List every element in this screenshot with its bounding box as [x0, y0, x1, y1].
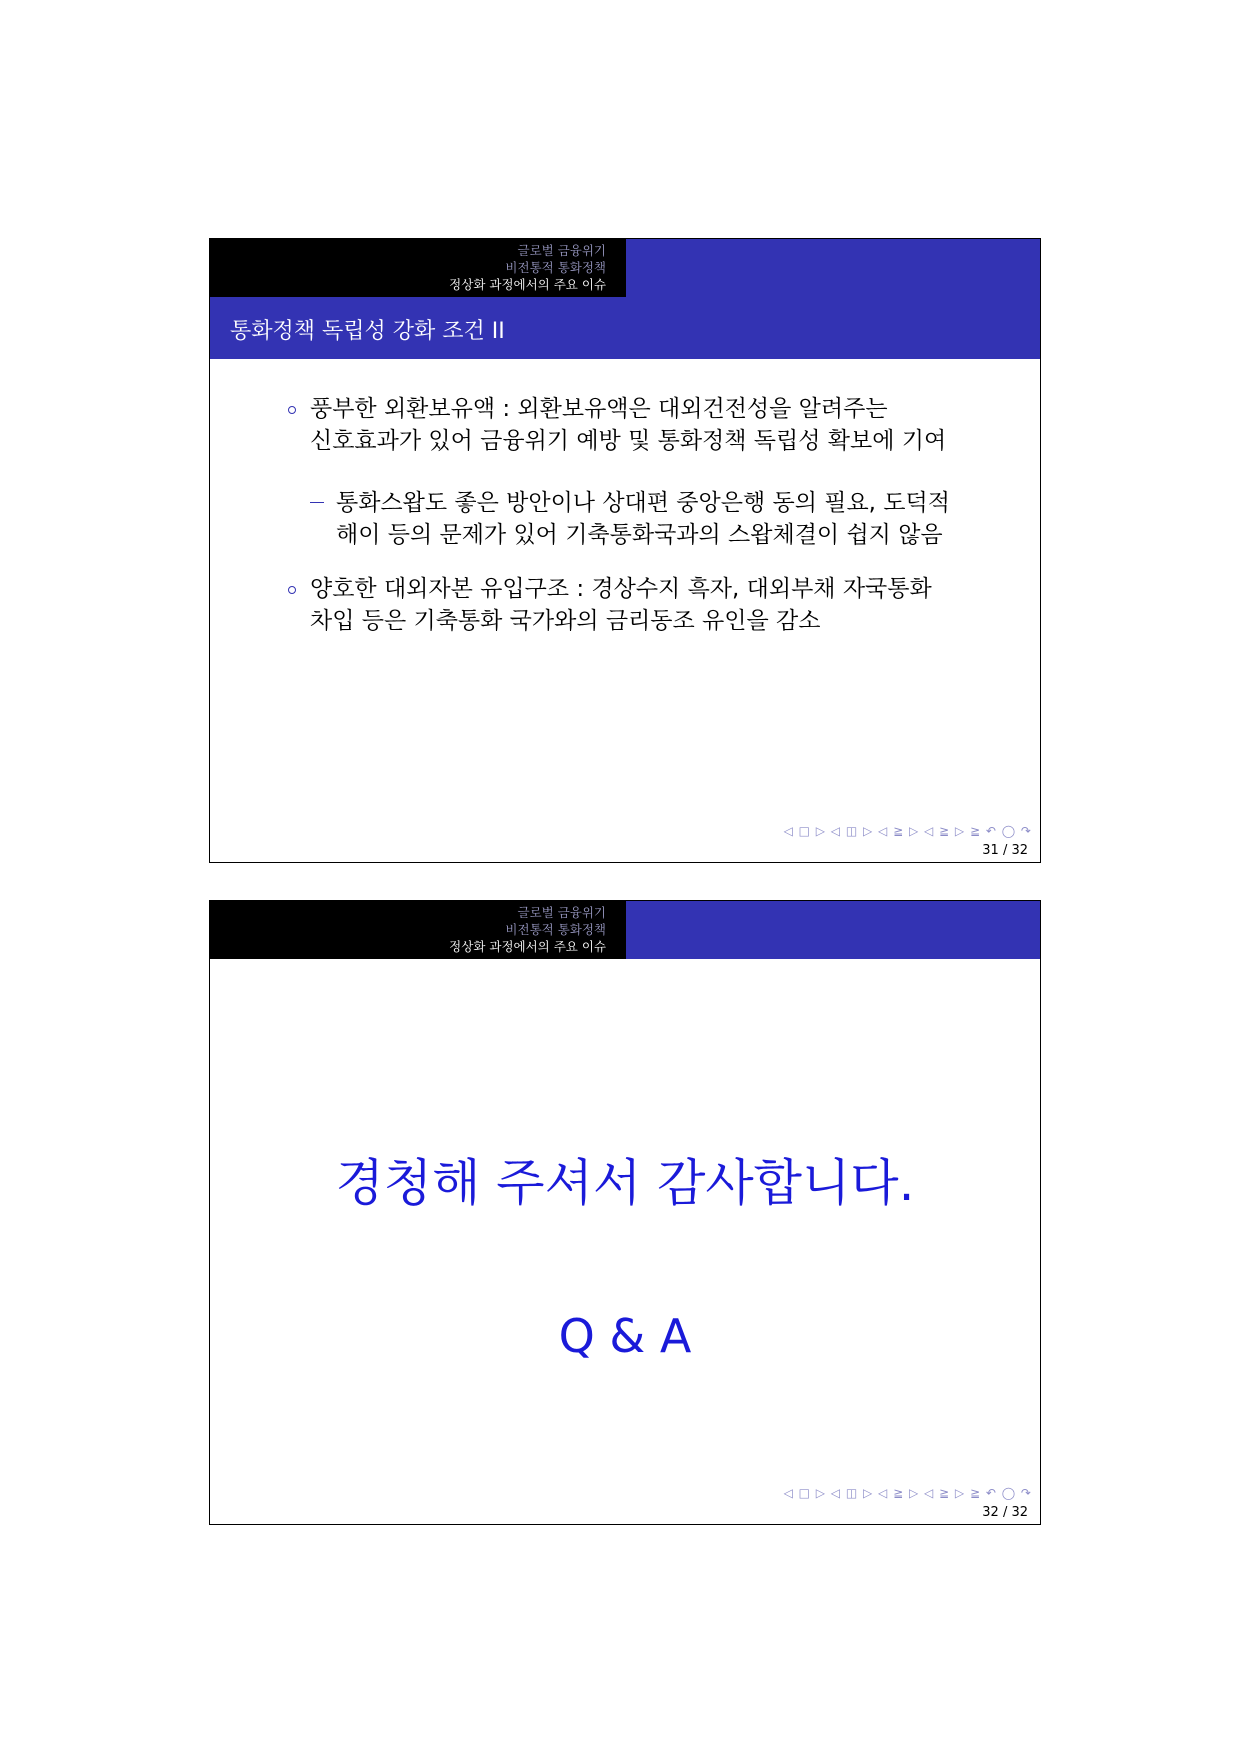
nav-section-3[interactable]: 정상화 과정에서의 주요 이슈 [449, 939, 606, 954]
sub-bullet-item [336, 487, 950, 551]
slide-header [210, 239, 1040, 297]
section-navigation [449, 242, 606, 293]
circle-bullet-icon [288, 406, 296, 414]
bullet-item [310, 573, 932, 637]
section-navigation [449, 904, 606, 955]
nav-section-3[interactable]: 정상화 과정에서의 주요 이슈 [449, 277, 606, 292]
header-nav-panel [210, 239, 626, 297]
slide-32 [209, 900, 1041, 1525]
page-number: 31 / 32 [982, 843, 1028, 858]
beamer-navigation-icons[interactable]: ◁ □ ▷ ◁ ◫ ▷ ◁ ≧ ▷ ◁ ≧ ▷ ≧ ↶ ◯ ↷ [783, 1486, 1032, 1500]
nav-section-1[interactable]: 글로벌 금융위기 [517, 243, 606, 258]
bullet-line: 양호한 대외자본 유입구조 : 경상수지 흑자, 대외부채 자국통화 [310, 576, 932, 602]
header-nav-panel [210, 901, 626, 959]
sub-bullet-line: 해이 등의 문제가 있어 기축통화국과의 스왑체결이 쉽지 않음 [336, 522, 943, 548]
nav-section-1[interactable]: 글로벌 금융위기 [517, 905, 606, 920]
page-number: 32 / 32 [982, 1505, 1028, 1520]
bullet-line: 차입 등은 기축통화 국가와의 금리동조 유인을 감소 [310, 608, 821, 634]
slide-31 [209, 238, 1041, 863]
slide-header [210, 901, 1040, 959]
circle-bullet-icon [288, 586, 296, 594]
header-accent-bar [626, 239, 1040, 297]
qa-heading: Q & A [558, 1309, 692, 1363]
beamer-navigation-icons[interactable]: ◁ □ ▷ ◁ ◫ ▷ ◁ ≧ ▷ ◁ ≧ ▷ ≧ ↶ ◯ ↷ [783, 824, 1032, 838]
slide-title: 통화정책 독립성 강화 조건 II [230, 319, 505, 344]
bullet-line: 풍부한 외환보유액 : 외환보유액은 대외건전성을 알려주는 [310, 396, 888, 422]
bullet-item [310, 393, 946, 457]
sub-bullet-line: 통화스왑도 좋은 방안이나 상대편 중앙은행 동의 필요, 도덕적 [336, 490, 950, 516]
slide-title-bar [210, 297, 1040, 359]
thanks-message: 경청해 주셔서 감사합니다. [335, 1154, 915, 1212]
dash-bullet-icon [310, 502, 324, 503]
header-accent-bar [626, 901, 1040, 959]
nav-section-2[interactable]: 비전통적 통화정책 [505, 260, 606, 275]
nav-section-2[interactable]: 비전통적 통화정책 [505, 922, 606, 937]
bullet-line: 신호효과가 있어 금융위기 예방 및 통화정책 독립성 확보에 기여 [310, 428, 947, 454]
